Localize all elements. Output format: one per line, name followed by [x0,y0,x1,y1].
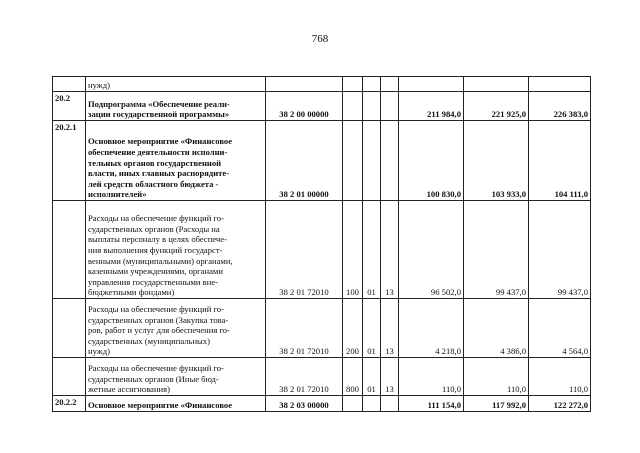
row-name: Основное мероприятие «Финансовое обеспечение деятельности исполни- тельных органов государственной власти, иных главных распорядите- лей средств областного бюджета - исполнителей» [86,121,266,201]
section-code: 01 [363,358,381,396]
amount-year-1: 110,0 [399,358,464,396]
row-name: Расходы на обеспечение функций го- сударственных органов (Иные бюд- жетные ассигнования) [86,358,266,396]
amount-year-3: 99 437,0 [529,201,591,299]
expense-type [343,396,363,412]
amount-year-3 [529,77,591,92]
amount-year-1: 211 984,0 [399,92,464,121]
subsection-code: 13 [381,201,399,299]
row-name: Расходы на обеспечение функций го- сударственных органов (Закупка това- ров, работ и услуг для обеспечения го- сударственных (муниципальных) нужд) [86,299,266,358]
target-code: 38 2 01 72010 [266,358,343,396]
amount-year-3: 110,0 [529,358,591,396]
amount-year-1: 96 502,0 [399,201,464,299]
target-code: 38 2 03 00000 [266,396,343,412]
expense-type: 100 [343,201,363,299]
row-number [53,358,86,396]
section-code [363,396,381,412]
table-row [53,299,591,358]
amount-year-2: 117 992,0 [464,396,529,412]
expense-type: 800 [343,358,363,396]
table-row [53,92,591,121]
target-code: 38 2 01 72010 [266,201,343,299]
amount-year-3: 226 383,0 [529,92,591,121]
target-code: 38 2 01 72010 [266,299,343,358]
target-code [266,77,343,92]
subsection-code [381,77,399,92]
amount-year-1 [399,77,464,92]
row-name: Основное мероприятие «Финансовое [86,396,266,412]
section-code [363,121,381,201]
subsection-code [381,92,399,121]
amount-year-1: 111 154,0 [399,396,464,412]
row-number: 20.2.2 [53,396,86,412]
subsection-code: 13 [381,358,399,396]
target-code: 38 2 00 00000 [266,92,343,121]
section-code [363,92,381,121]
target-code: 38 2 01 00000 [266,121,343,201]
subsection-code [381,121,399,201]
amount-year-1: 100 830,0 [399,121,464,201]
row-number: 20.2 [53,92,86,121]
table-row [53,121,591,201]
row-number [53,299,86,358]
table-row [53,201,591,299]
expense-type [343,121,363,201]
subsection-code [381,396,399,412]
amount-year-2: 103 933,0 [464,121,529,201]
row-number: 20.2.1 [53,121,86,201]
amount-year-2: 221 925,0 [464,92,529,121]
amount-year-3: 104 111,0 [529,121,591,201]
budget-table [52,76,591,412]
table-row [53,77,591,92]
table-row [53,396,591,412]
amount-year-3: 4 564,0 [529,299,591,358]
section-code: 01 [363,299,381,358]
row-number [53,201,86,299]
section-code [363,77,381,92]
amount-year-2 [464,77,529,92]
row-number [53,77,86,92]
amount-year-2: 4 386,0 [464,299,529,358]
table-row [53,358,591,396]
row-name: Подпрограмма «Обеспечение реали- зации государственной программы» [86,92,266,121]
row-name: Расходы на обеспечение функций го- сударственных органов (Расходы на выплаты персоналу в целях обеспече- ния выполнения функций государст- венными (муниципальными) органами, казенными учреждениями, органами управления государственными вне- бюджетными фондами) [86,201,266,299]
amount-year-1: 4 218,0 [399,299,464,358]
amount-year-2: 110,0 [464,358,529,396]
expense-type [343,77,363,92]
expense-type [343,92,363,121]
page-number: 768 [311,33,329,45]
section-code: 01 [363,201,381,299]
amount-year-3: 122 272,0 [529,396,591,412]
subsection-code: 13 [381,299,399,358]
amount-year-2: 99 437,0 [464,201,529,299]
row-name: нужд) [86,77,266,92]
expense-type: 200 [343,299,363,358]
